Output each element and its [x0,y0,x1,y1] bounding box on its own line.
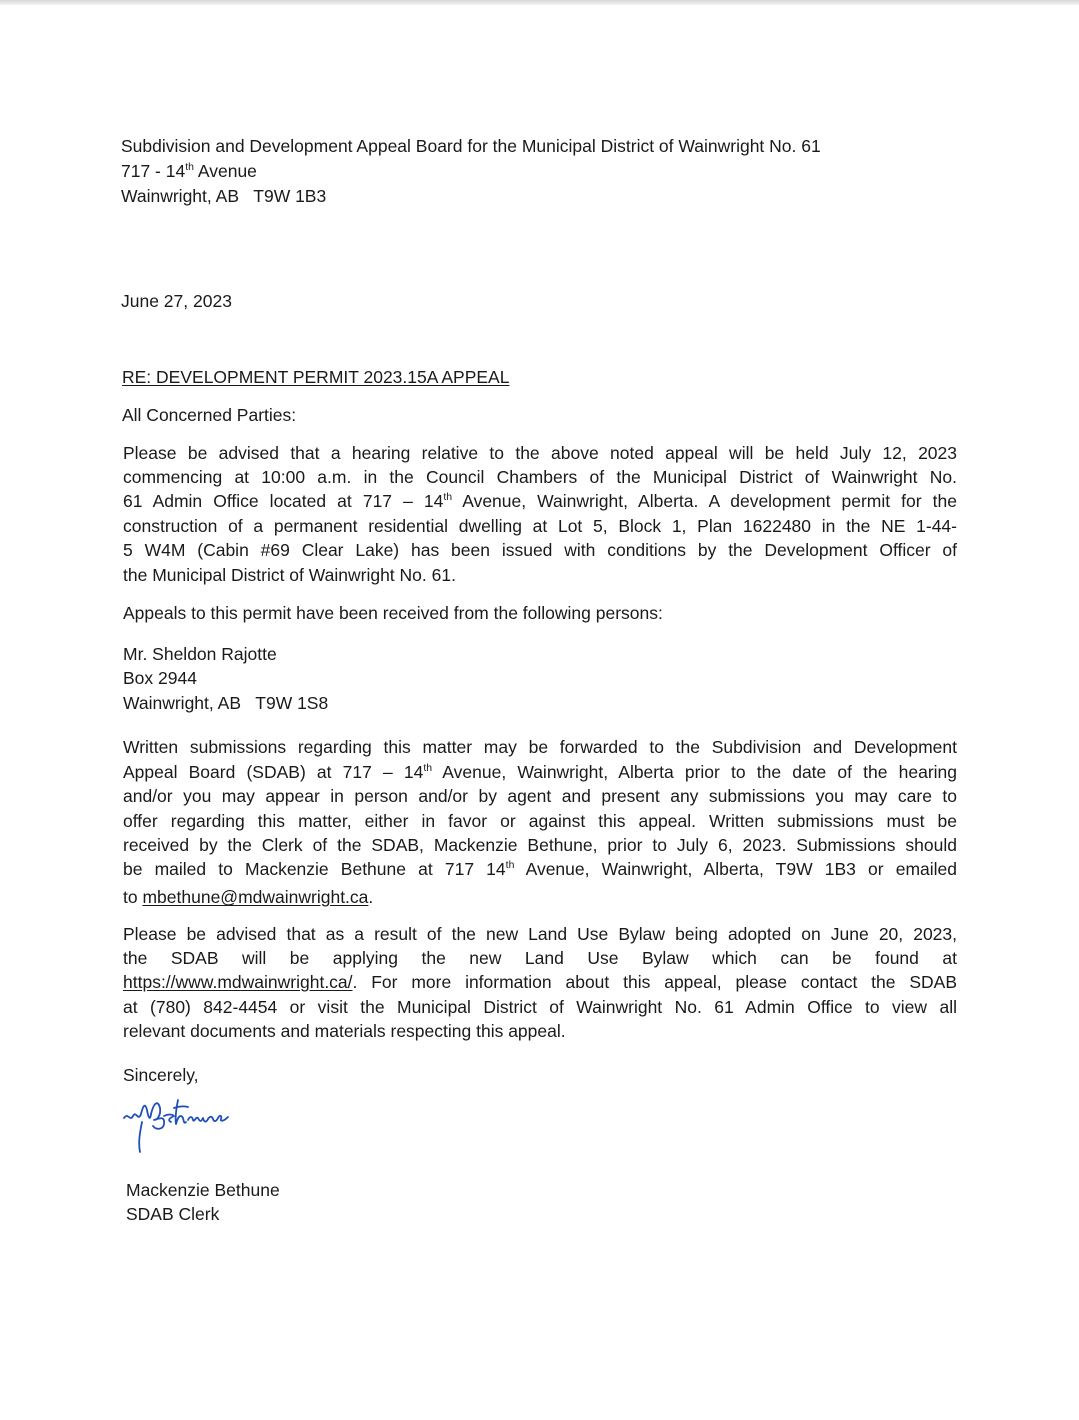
submissions-paragraph-line-5: received by the Clerk of the SDAB, Mackenzie Bethune, prior to July 6, 2023. Submissions should [123,835,957,855]
hearing-paragraph-line-1: Please be advised that a hearing relative to the above noted appeal will be held July 12, 2023 [123,443,957,463]
letter-date: June 27, 2023 [121,291,232,311]
salutation: All Concerned Parties: [122,405,297,425]
hearing-paragraph-line-6: the Municipal District of Wainwright No. 61. [123,565,456,585]
closing: Sincerely, [123,1065,199,1085]
submissions-paragraph-line-1: Written submissions regarding this matter may be forwarded to the Subdivision and Development [123,737,957,757]
appellant-city: Wainwright, AB T9W 1S8 [123,693,329,713]
bylaw-paragraph-line-5: relevant documents and materials respecting this appeal. [123,1021,566,1041]
appeals-received-paragraph: Appeals to this permit have been received from the following persons: [123,603,663,623]
hearing-paragraph-line-3: 61 Admin Office located at 717 – 14th Avenue, Wainwright, Alberta. A development permit for the [123,491,957,511]
hearing-paragraph-line-4: construction of a permanent residential dwelling at Lot 5, Block 1, Plan 1622480 in the NE 1-44- [123,516,957,536]
signatory-name: Mackenzie Bethune [126,1180,280,1200]
website-link[interactable]: https://www.mdwainwright.ca/ [123,972,353,992]
submissions-paragraph-line-3: and/or you may appear in person and/or by agent and present any submissions you may care to [123,786,957,806]
handwritten-signature [118,1092,258,1160]
sender-street: 717 - 14th Avenue [121,161,257,181]
sender-city: Wainwright, AB T9W 1B3 [121,186,327,206]
appellant-box: Box 2944 [123,668,197,688]
subject-line: RE: DEVELOPMENT PERMIT 2023.15A APPEAL [122,367,510,387]
sender-board-name: Subdivision and Development Appeal Board for the Municipal District of Wainwright No. 61 [121,136,821,156]
bylaw-paragraph-line-3: https://www.mdwainwright.ca/. For more information about this appeal, please contact the SDAB [123,972,957,992]
submissions-paragraph-line-4: offer regarding this matter, either in favor or against this appeal. Written submissions must be [123,811,957,831]
signatory-title: SDAB Clerk [126,1204,220,1224]
hearing-paragraph-line-5: 5 W4M (Cabin #69 Clear Lake) has been issued with conditions by the Development Officer of [123,540,957,560]
appellant-name: Mr. Sheldon Rajotte [123,644,277,664]
submissions-paragraph-line-2: Appeal Board (SDAB) at 717 – 14th Avenue, Wainwright, Alberta prior to the date of the hearing [123,762,957,782]
submissions-paragraph-line-7: to mbethune@mdwainwright.ca. [123,887,374,907]
email-link[interactable]: mbethune@mdwainwright.ca [142,887,369,907]
submissions-paragraph-line-6: be mailed to Mackenzie Bethune at 717 14th Avenue, Wainwright, Alberta, T9W 1B3 or emailed [123,859,958,879]
hearing-paragraph-line-2: commencing at 10:00 a.m. in the Council Chambers of the Municipal District of Wainwright No. [123,467,957,487]
bylaw-paragraph-line-4: at (780) 842-4454 or visit the Municipal District of Wainwright No. 61 Admin Office to view all [123,997,957,1017]
bylaw-paragraph-line-2: the SDAB will be applying the new Land Use Bylaw which can be found at [123,948,957,968]
bylaw-paragraph-line-1: Please be advised that as a result of the new Land Use Bylaw being adopted on June 20, 2023, [123,924,957,944]
